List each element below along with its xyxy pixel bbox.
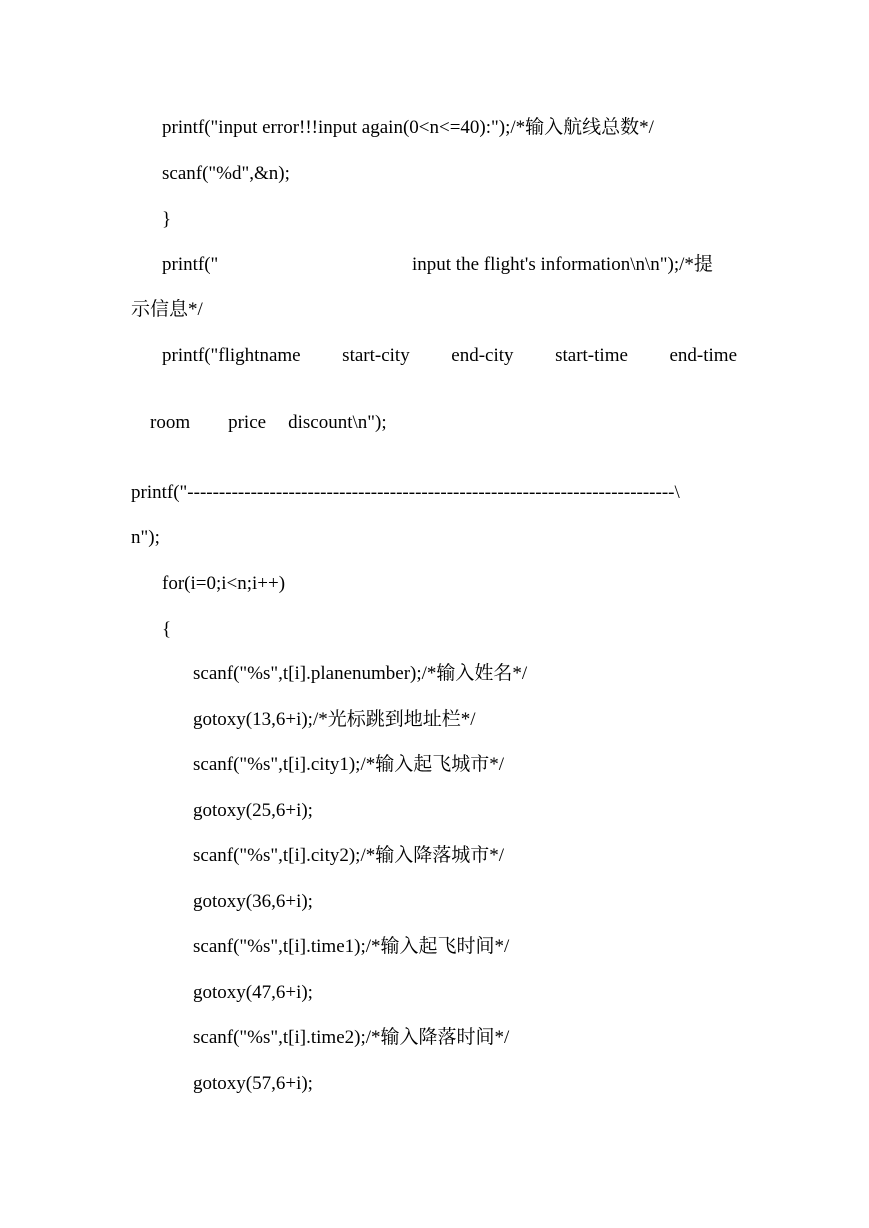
code-line: scanf("%s",t[i].time2);/*输入降落时间*/ [193, 1027, 510, 1048]
column-token: start-time [555, 345, 628, 366]
column-token: end-city [451, 345, 514, 366]
column-token: end-time [669, 345, 737, 366]
code-line: gotoxy(13,6+i);/*光标跳到地址栏*/ [193, 709, 476, 730]
code-line: for(i=0;i<n;i++) [162, 573, 286, 594]
code-line: gotoxy(25,6+i); [193, 800, 313, 821]
column-token: price [228, 412, 267, 433]
code-line: gotoxy(36,6+i); [193, 891, 313, 912]
column-token: start-city [342, 345, 410, 366]
code-line: scanf("%s",t[i].time1);/*输入起飞时间*/ [193, 936, 510, 957]
code-line: gotoxy(47,6+i); [193, 982, 313, 1003]
column-token: printf("flightname [162, 345, 301, 366]
code-line: gotoxy(57,6+i); [193, 1073, 313, 1094]
code-line: printf(" [162, 254, 219, 275]
code-line: scanf("%d",&n); [162, 163, 290, 184]
code-line-header-columns [162, 345, 737, 367]
code-line-header-columns-continued [131, 390, 387, 456]
column-token: room [150, 412, 191, 433]
code-line: scanf("%s",t[i].planenumber);/*输入姓名*/ [193, 663, 528, 684]
column-token: discount\n"); [288, 412, 387, 433]
code-line: } [162, 209, 172, 230]
code-line: scanf("%s",t[i].city2);/*输入降落城市*/ [193, 845, 505, 866]
code-line: n"); [131, 527, 160, 548]
code-line: printf("input error!!!input again(0<n<=40):");/*输入航线总数*/ [162, 117, 654, 138]
code-line-continuation: input the flight's information\n\n");/*提 [412, 254, 713, 275]
code-line: { [162, 619, 172, 640]
code-line: 示信息*/ [131, 299, 203, 320]
code-line-separator: printf("-----------------------------------------------------------------------------\ [131, 482, 680, 503]
code-line: scanf("%s",t[i].city1);/*输入起飞城市*/ [193, 754, 505, 775]
